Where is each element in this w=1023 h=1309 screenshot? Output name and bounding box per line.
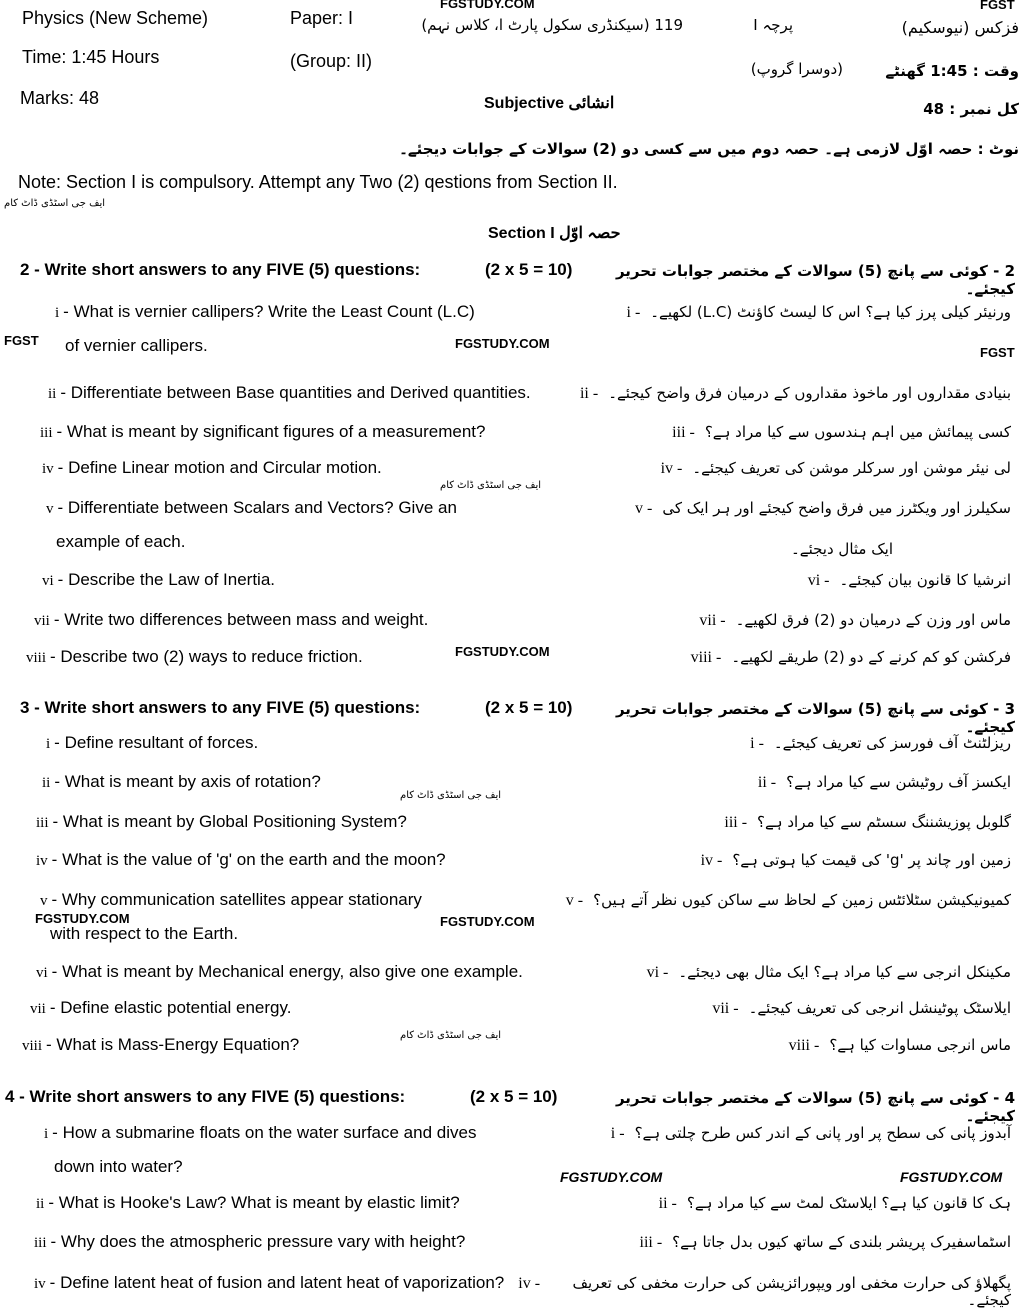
item-number [808,572,830,590]
item-number [566,892,583,910]
item-dash: - [673,460,683,477]
item-number: vi [42,573,54,589]
item-text: What is meant by axis of rotation? [64,772,321,791]
item-number-label: iii [724,814,738,831]
item-number: v [46,501,54,517]
question-item-urdu [580,385,1011,403]
item-number-label: i [610,1125,616,1142]
item-dash: - [57,570,69,589]
item-text: How a submarine floats on the water surface and dives [62,1123,477,1142]
question-marks: (2 x 5 = 10) [485,698,573,717]
question-item [42,772,321,792]
item-dash: - [54,772,65,791]
note-en: Note: Section I is compulsory. Attempt any Two (2) qestions from Section II. [18,172,618,192]
item-number [518,1275,540,1293]
item-number [647,964,669,982]
item-number: iv [34,1276,46,1292]
item-number: i [46,736,51,752]
item-number: viii [26,650,47,666]
item-number: vi [36,965,48,981]
question-heading: 3 - Write short answers to any FIVE (5) questions: [20,698,421,717]
item-dash: - [50,1232,61,1251]
question-item-urdu [518,1275,1011,1309]
item-text: Describe the Law of Inertia. [68,570,276,589]
item-text-continued: of vernier callipers. [65,336,208,355]
marks-en: Marks: 48 [20,88,100,108]
question-item [34,1232,465,1252]
watermark: FGSTUDY.COM [35,911,130,926]
question-heading-urdu: 2 - کوئی سے پانچ (5) سوالات کے مختصر جوابات تحریر کیجئے۔ [615,262,1015,298]
item-dash: - [53,610,65,629]
item-number-label: iv [518,1275,531,1292]
item-number [640,1234,663,1252]
watermark: FGSTUDY.COM [455,336,550,351]
item-dash: - [667,1195,677,1212]
item-dash: - [51,850,63,869]
item-text-urdu: کسی پیمائش میں اہم ہندسوں سے کیا مراد ہے؟ [704,423,1011,441]
item-text-urdu: پگھلاؤ کی حرارت مخفی اور ویپورائزیشن کی حرارت مخفی کی تعریف کیجئے۔ [572,1274,1011,1309]
item-text-urdu: گلوبل پوزیشننگ سسٹم سے کیا مراد ہے؟ [757,813,1011,831]
item-text-urdu: اسٹماسفیرک پریشر بلندی کے ساتھ کیوں بدل جاتا ہے؟ [672,1233,1011,1251]
item-number-label: iv [700,852,714,869]
question-heading-urdu: 4 - کوئی سے پانچ (5) سوالات کے مختصر جوابات تحریر کیجئے۔ [615,1089,1015,1125]
question-item [34,610,428,630]
item-text: Differentiate between Base quantities and Derived quantities. [70,383,531,402]
question-item [26,647,363,667]
item-text-urdu: کمیونیکیشن سٹلائٹس زمین کے لحاظ سے ساکن کیوں نظر آتے ہیں؟ [593,891,1011,909]
item-dash: - [754,735,764,752]
item-text-urdu: ایلاسٹک پوٹینشل انرجی کی تعریف کیجئے۔ [748,999,1011,1017]
item-number [672,424,695,442]
question-item [46,498,457,518]
item-text: Define resultant of forces. [64,733,259,752]
item-number-label: ii [757,774,767,791]
item-number-label: iii [672,424,686,441]
item-number-label: vi [807,572,821,589]
item-number-label: vii [699,612,717,629]
section-heading: Section I حصہ اوّل [488,225,621,242]
question-item-urdu [691,649,1011,667]
item-dash: - [57,458,69,477]
item-number [659,1195,677,1213]
item-text: What is the value of 'g' on the earth and the moon? [62,850,446,869]
item-text: Differentiate between Scalars and Vectors? Give an [67,498,457,517]
item-dash: - [729,1000,739,1017]
item-text-urdu: ماس اور وزن کے درمیان دو (2) فرق لکھیے۔ [735,611,1011,629]
watermark-urdu: ایف جی اسٹڈی ڈاٹ کام [440,480,542,491]
question-item-urdu [758,774,1011,792]
watermark-urdu: ایف جی اسٹڈی ڈاٹ کام [4,198,106,209]
item-dash: - [573,892,584,909]
marks-ur: کل نمبر : 48 [923,100,1019,118]
item-text-urdu: مکینکل انرجی سے کیا مراد ہے؟ ایک مثال بھی دیجئے۔ [678,963,1011,981]
question-item-urdu [672,424,1011,442]
question-item-urdu [647,964,1011,982]
item-text-continued: down into water? [54,1157,183,1176]
question-marks: (2 x 5 = 10) [470,1087,558,1106]
question-item [40,422,486,442]
item-number [580,385,598,403]
item-number: ii [48,386,57,402]
item-dash: - [643,500,653,517]
item-text-urdu: ہک کا قانون کیا ہے؟ ایلاسٹک لمٹ سے کیا مراد ہے؟ [686,1194,1011,1212]
item-text: What is meant by Mechanical energy, also give one example. [62,962,523,981]
item-dash: - [49,1273,61,1292]
question-item-urdu [659,1195,1011,1213]
item-text: What is vernier callipers? Write the Least Count (L.C) [73,302,475,321]
item-text: Why communication satellites appear stationary [61,890,422,909]
item-dash: - [54,733,65,752]
item-number: ii [36,1196,45,1212]
item-number: vii [34,613,50,629]
item-text: Define elastic potential energy. [60,998,292,1017]
question-item-urdu [724,814,1011,832]
item-dash: - [46,1035,57,1054]
item-number-label: viii [788,1037,810,1054]
question-item [55,302,475,322]
item-dash: - [49,998,61,1017]
question-marks: (2 x 5 = 10) [485,260,573,279]
item-text-urdu: فرکشن کو کم کرنے کے دو (2) طریقے لکھیے۔ [731,648,1011,666]
item-dash: - [50,647,61,666]
item-number: iv [36,853,48,869]
item-dash: - [530,1275,541,1292]
item-dash: - [52,1123,63,1142]
item-text-urdu: ورنیئر کیلی پرز کیا ہے؟ اس کا لیسٹ کاؤنٹ (L.C) لکھیے۔ [650,303,1011,321]
item-number-label: ii [658,1195,668,1212]
item-text: Define Linear motion and Circular motion. [68,458,382,477]
item-dash: - [659,964,669,981]
item-dash: - [60,383,71,402]
watermark: FGSTUDY.COM [900,1169,1003,1185]
item-dash: - [57,498,68,517]
question-item-urdu [712,1000,1011,1018]
item-number-label: i [626,304,631,321]
item-number: iv [42,461,54,477]
item-text: What is meant by Global Positioning System? [62,812,407,831]
item-dash: - [56,422,67,441]
item-text-continued: with respect to the Earth. [50,924,239,943]
time-ur: وقت : 1:45 گھنٹے [885,62,1019,80]
question-item-urdu [635,500,1011,518]
watermark: FGSTUDY.COM [455,644,550,659]
item-dash: - [713,852,723,869]
item-number: iii [36,815,49,831]
question-item-urdu [789,1037,1011,1055]
question-item-urdu [750,735,1011,753]
item-text: What is Mass-Energy Equation? [56,1035,300,1054]
item-text-urdu-continued: ایک مثال دیجئے۔ [791,540,893,558]
item-number [626,304,640,322]
item-number-label: ii [579,385,589,402]
watermark: FGSTUDY.COM [560,1169,663,1185]
item-number [699,612,725,630]
question-item [46,733,258,753]
watermark-urdu: ایف جی اسٹڈی ڈاٹ کام [400,790,502,801]
paper-en: Paper: I [290,8,354,28]
item-dash: - [52,812,63,831]
item-dash: - [48,1193,59,1212]
item-dash: - [615,1125,625,1142]
question-item [36,1193,460,1213]
item-dash: - [711,649,722,666]
item-text: Define latent heat of fusion and latent heat of vaporization? [60,1273,505,1292]
item-dash: - [766,774,777,791]
item-text-urdu: ماس انرجی مساوات کیا ہے؟ [829,1036,1011,1054]
item-text-urdu: بنیادی مقداروں اور ماخوذ مقداروں کے درمیان فرق واضح کیجئے۔ [608,384,1011,402]
paper-ur: پرچہ I [753,16,793,34]
item-text: What is meant by significant figures of a measurement? [66,422,486,441]
item-text-urdu: لی نیئر موشن اور سرکلر موشن کی تعریف کیجئے۔ [692,459,1011,477]
item-number: ii [42,775,51,791]
item-number: i [44,1126,49,1142]
item-text-continued: example of each. [56,532,186,551]
item-number: iii [34,1235,47,1251]
question-item-urdu [626,304,1011,322]
question-item [42,570,275,590]
item-text-urdu: ریزلٹنٹ آف فورسز کی تعریف کیجئے۔ [773,734,1011,752]
item-number-label: vi [646,964,660,981]
class-ur: 119 (سیکنڈری سکول پارٹ ا، کلاس نہم) [421,16,683,34]
item-number [635,500,652,518]
item-number [611,1125,625,1143]
item-number [661,460,683,478]
item-number [750,735,764,753]
item-text: Describe two (2) ways to reduce friction. [60,647,363,666]
question-heading: 4 - Write short answers to any FIVE (5) questions: [5,1087,406,1106]
watermark: FGST [4,333,39,348]
item-number-label: vii [712,1000,730,1017]
question-item [34,1273,504,1293]
subject-ur: فزکس (نیوسکیم) [901,18,1019,37]
watermark: FGSTUDY.COM [440,914,535,929]
question-item [44,1123,476,1143]
question-item [48,383,531,403]
item-text: Why does the atmospheric pressure vary with height? [60,1232,466,1251]
item-text-urdu: سکیلرز اور ویکٹرز میں فرق واضح کیجئے اور ہر ایک کی [662,499,1011,517]
item-number-label: viii [690,649,712,666]
item-number: i [55,305,60,321]
group-ur: (دوسرا گروپ) [750,60,843,78]
subject-en: Physics (New Scheme) [22,8,209,28]
question-item [30,998,291,1018]
item-number [691,649,722,667]
question-item [40,890,422,910]
note-ur: نوٹ : حصہ اوّل لازمی ہے۔ حصہ دوم میں سے کسی دو (2) سوالات کے جوابات دیجئے۔ [399,140,1019,158]
item-number [701,852,723,870]
watermark: FGSTUDY.COM [440,0,535,11]
item-number: v [40,893,48,909]
watermark: FGST [980,0,1015,12]
item-dash: - [820,572,830,589]
item-number-label: i [750,735,755,752]
item-dash: - [685,424,695,441]
question-heading-urdu: 3 - کوئی سے پانچ (5) سوالات کے مختصر جوابات تحریر کیجئے۔ [615,700,1015,736]
item-number-label: v [635,500,644,517]
question-item-urdu [566,892,1011,910]
group-en: (Group: II) [290,51,373,71]
item-number [724,814,747,832]
item-text: Write two differences between mass and weight. [64,610,429,629]
item-number: viii [22,1038,43,1054]
question-item [22,1035,299,1055]
item-text-urdu: انرشیا کا قانون بیان کیجئے۔ [839,571,1011,589]
item-text: What is Hooke's Law? What is meant by elastic limit? [58,1193,460,1212]
question-heading: 2 - Write short answers to any FIVE (5) questions: [20,260,421,279]
item-dash: - [716,612,726,629]
item-number [789,1037,820,1055]
question-item-urdu [808,572,1011,590]
item-number-label: iv [660,460,674,477]
watermark-urdu: ایف جی اسٹڈی ڈاٹ کام [400,1030,502,1041]
item-dash: - [51,890,62,909]
item-number: iii [40,425,53,441]
item-text-urdu: آبدوز پانی کی سطح پر اور پانی کے اندر کس طرح چلتی ہے؟ [634,1124,1011,1142]
item-dash: - [737,814,748,831]
item-dash: - [63,302,74,321]
question-item-urdu [611,1125,1011,1143]
subjective-label: Subjective انشائی [484,95,615,112]
question-item [42,458,382,478]
question-item-urdu [701,852,1011,870]
question-item [36,962,523,982]
item-text-urdu: ایکسز آف روٹیشن سے کیا مراد ہے؟ [786,773,1011,791]
item-number-label: iii [639,1234,653,1251]
item-dash: - [588,385,599,402]
item-dash: - [652,1234,663,1251]
item-number [758,774,776,792]
question-item [36,850,446,870]
time-en: Time: 1:45 Hours [22,47,160,67]
question-item-urdu [699,612,1011,630]
watermark: FGST [980,345,1015,360]
item-text-urdu: زمین اور چاند پر 'g' کی قیمت کیا ہوتی ہے؟ [732,851,1011,869]
item-dash: - [630,304,641,321]
item-number-label: v [565,892,574,909]
item-dash: - [809,1037,820,1054]
item-number [712,1000,738,1018]
item-dash: - [51,962,63,981]
item-number: vii [30,1001,46,1017]
question-item-urdu [661,460,1011,478]
question-item [36,812,407,832]
question-item-urdu [640,1234,1012,1252]
